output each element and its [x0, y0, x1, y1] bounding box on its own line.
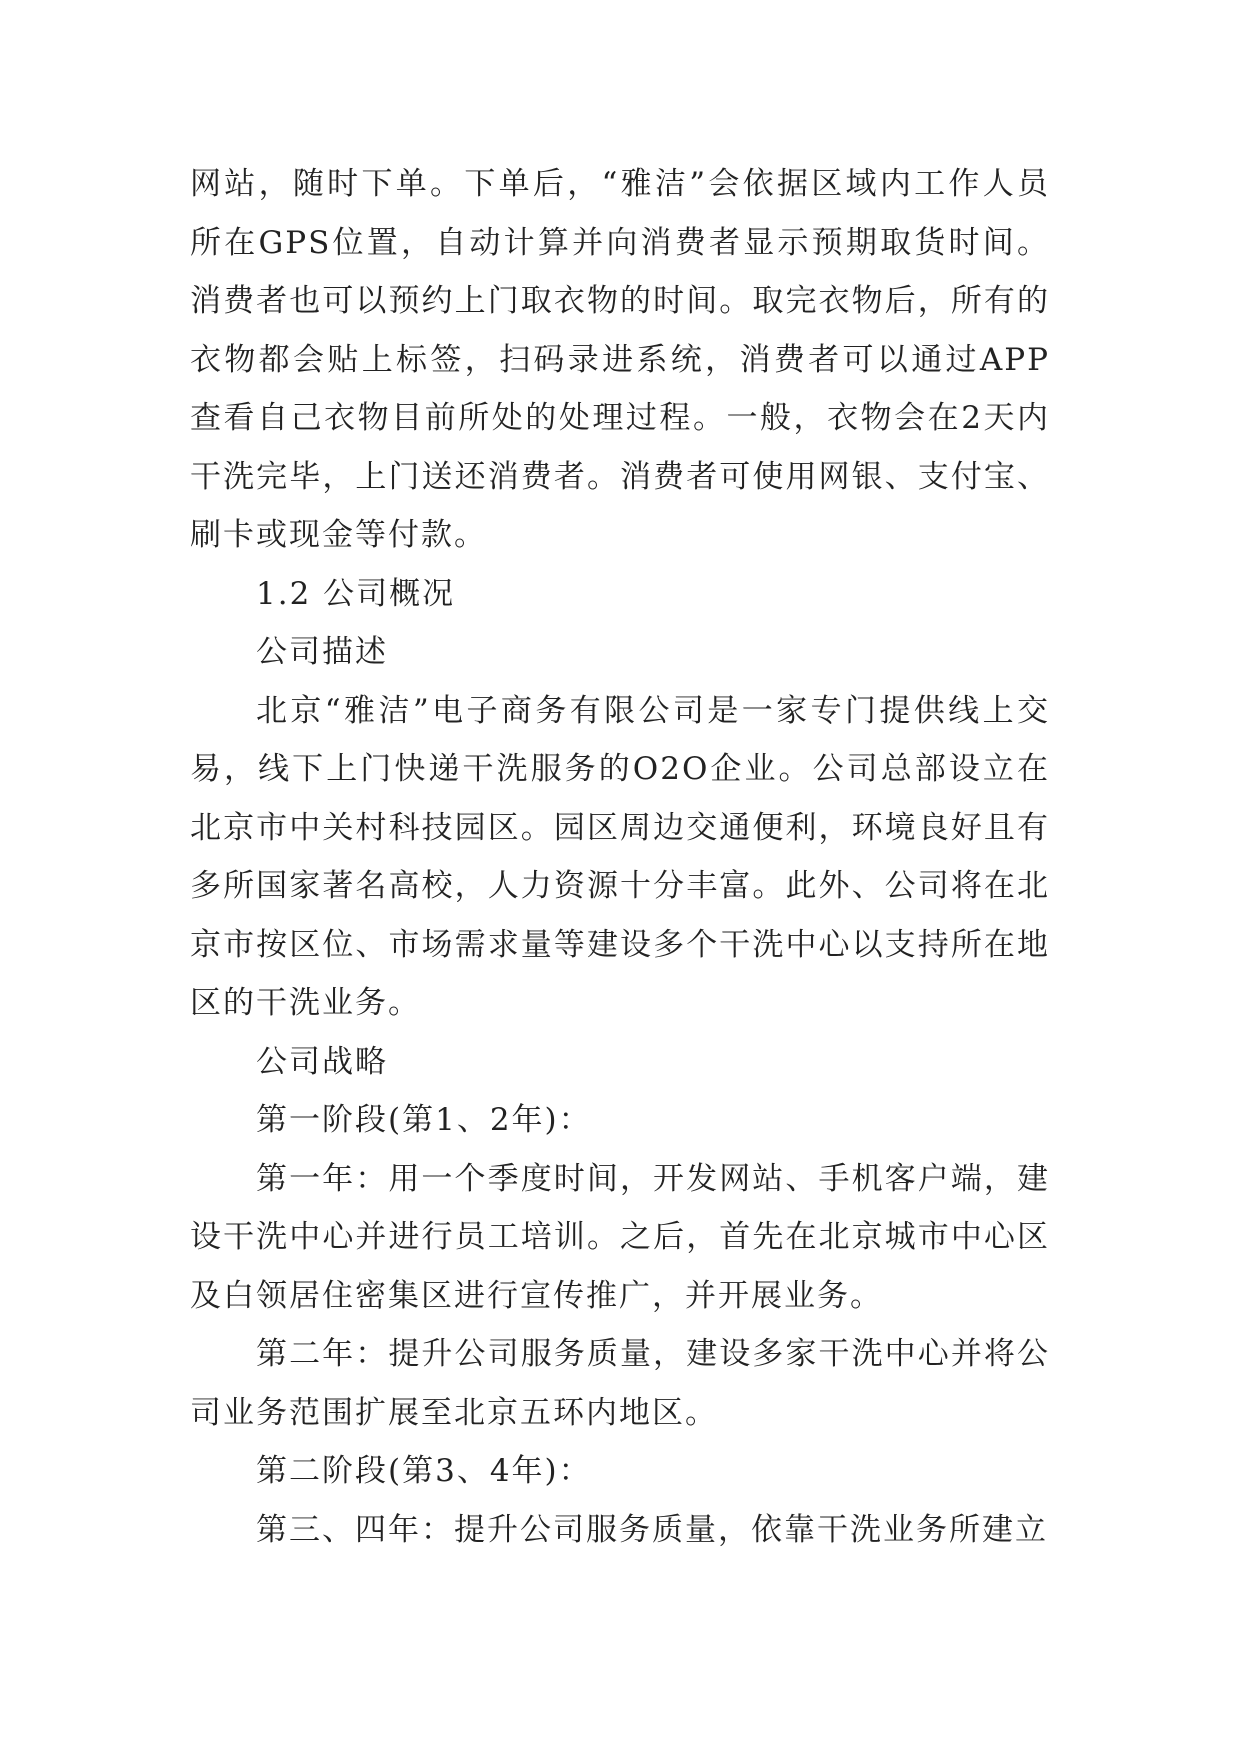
subheading-company-description: 公司描述	[256, 634, 388, 670]
paragraph-year-two: 第二年：提升公司服务质量，建设多家干洗中心并将公司业务范围扩展至北京五环内地区。	[190, 1336, 1050, 1431]
stage-two-heading: 第二阶段(第3、4年)：	[256, 1453, 592, 1489]
subheading-company-strategy: 公司战略	[256, 1043, 388, 1080]
section-heading-company-overview: 1.2 公司概况	[256, 575, 456, 612]
stage-one-heading: 第一阶段(第1、2年)：	[256, 1102, 592, 1138]
paragraph-service-process: 网站，随时下单。下单后，“雅洁”会依据区域内工作人员所在GPS位置，自动计算并向消费者显示预期取货时间。消费者也可以预约上门取衣物的时间。取完衣物后，所有的衣物都会贴上标签，扫码录进系统，消费者可以通过APP查看自己衣物目前所处的处理过程。一般，衣物会在2天内干洗完毕，上门送还消费者。消费者可使用网银、支付宝、刷卡或现金等付款。	[190, 166, 1050, 553]
document-body	[190, 155, 1050, 1559]
paragraph-year-one: 第一年：用一个季度时间，开发网站、手机客户端，建设干洗中心并进行员工培训。之后，首先在北京城市中心区及白领居住密集区进行宣传推广，并开展业务。	[190, 1160, 1050, 1314]
paragraph-years-three-four: 第三、四年：提升公司服务质量，依靠干洗业务所建立	[256, 1511, 1048, 1548]
paragraph-company-description: 北京“雅洁”电子商务有限公司是一家专门提供线上交易，线下上门快递干洗服务的O2O企业。公司总部设立在北京市中关村科技园区。园区周边交通便利，环境良好且有多所国家著名高校，人力资源十分丰富。此外、公司将在北京市按区位、市场需求量等建设多个干洗中心以支持所在地区的干洗业务。	[190, 692, 1050, 1021]
